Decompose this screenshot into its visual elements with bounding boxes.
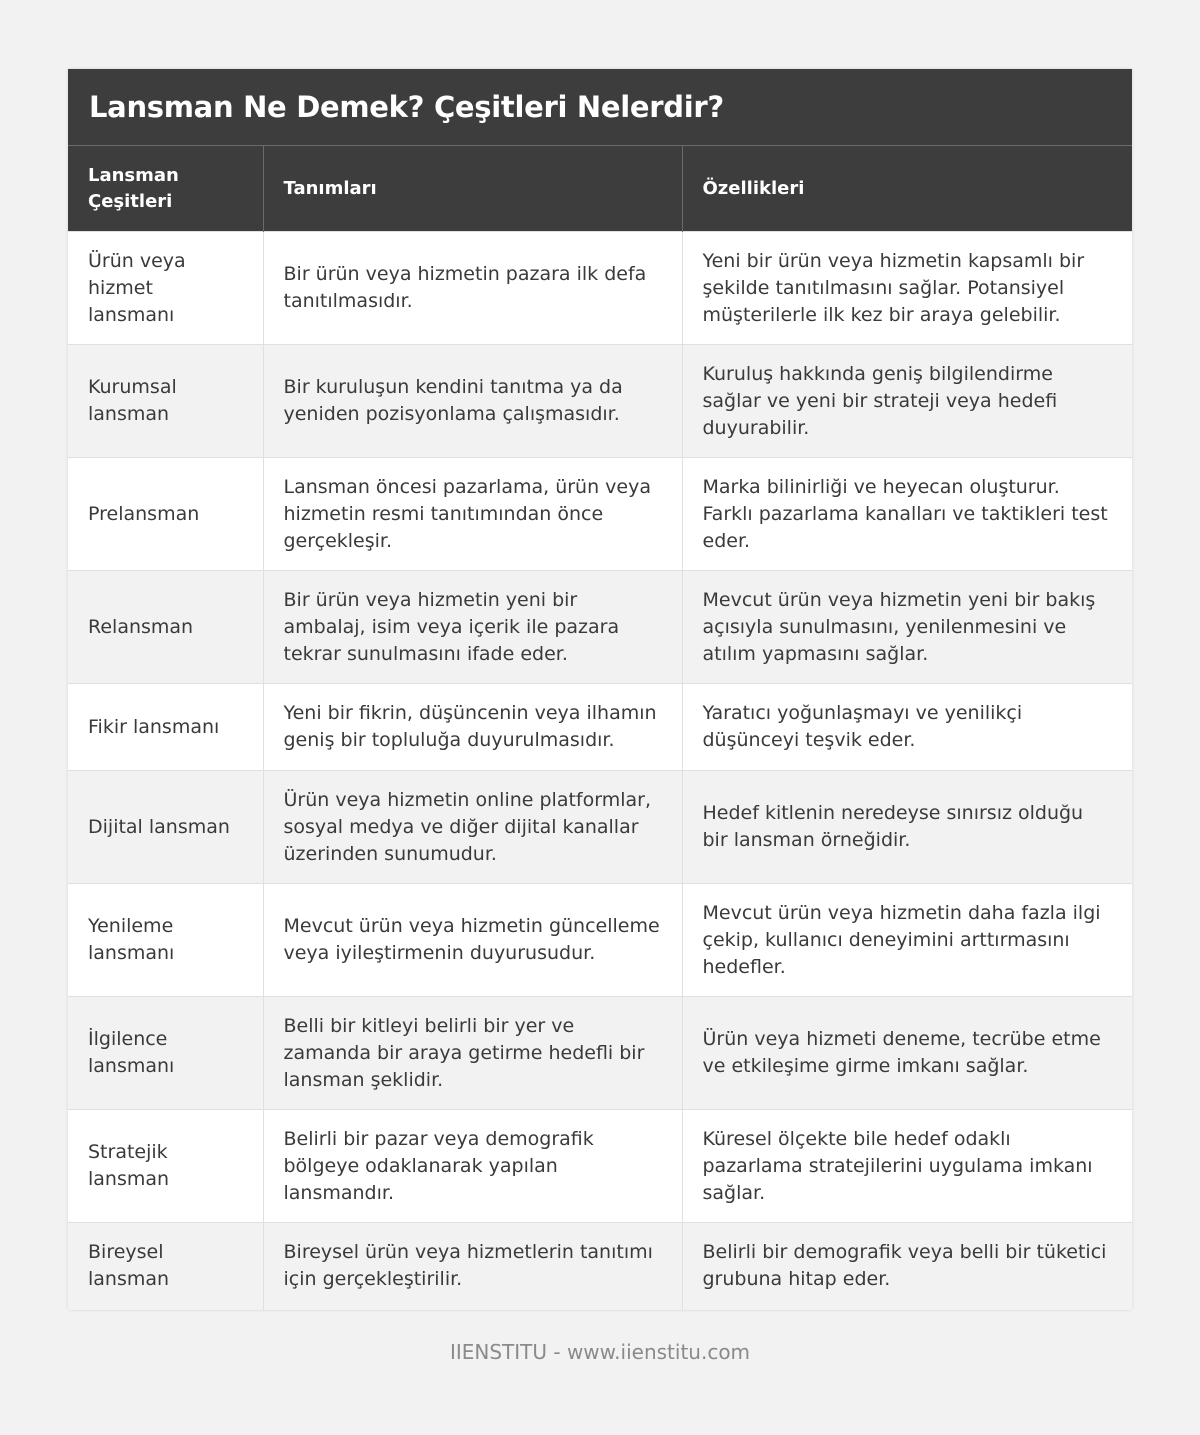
table-row	[68, 345, 1132, 458]
cell-features: Hedef kitlenin neredeyse sınırsız olduğu bir lansman örneğidir.	[682, 771, 1132, 884]
cell-type: Dijital lansman	[68, 771, 263, 884]
header-tanimlari: Tanımları	[263, 146, 682, 232]
table-card	[68, 69, 1132, 1310]
header-lansman-cesitleri: Lansman Çeşitleri	[68, 146, 263, 232]
cell-features: Küresel ölçekte bile hedef odaklı pazarlama stratejilerini uygulama imkanı sağlar.	[682, 1110, 1132, 1223]
cell-definition: Belirli bir pazar veya demografik bölgeye odaklanarak yapılan lansmandır.	[263, 1110, 682, 1223]
table-row	[68, 1110, 1132, 1223]
cell-type: Kurumsal lansman	[68, 345, 263, 458]
table-row	[68, 884, 1132, 997]
cell-type: Stratejik lansman	[68, 1110, 263, 1223]
cell-features: Mevcut ürün veya hizmetin yeni bir bakış açısıyla sunulmasını, yenilenmesini ve atılım yapmasını sağlar.	[682, 571, 1132, 684]
table-row	[68, 1223, 1132, 1310]
footer-credit: IIENSTITU - www.iienstitu.com	[449, 1340, 751, 1364]
table-row	[68, 458, 1132, 571]
cell-features: Ürün veya hizmeti deneme, tecrübe etme ve etkileşime girme imkanı sağlar.	[682, 997, 1132, 1110]
lansman-table	[68, 145, 1132, 1310]
cell-features: Belirli bir demografik veya belli bir tüketici grubuna hitap eder.	[682, 1223, 1132, 1310]
cell-definition: Bir ürün veya hizmetin pazara ilk defa tanıtılmasıdır.	[263, 232, 682, 345]
table-row	[68, 571, 1132, 684]
cell-type: Bireysel lansman	[68, 1223, 263, 1310]
table-row	[68, 684, 1132, 771]
cell-type: Ürün veya hizmet lansmanı	[68, 232, 263, 345]
table-header-row	[68, 146, 1132, 232]
cell-type: Relansman	[68, 571, 263, 684]
cell-definition: Bir ürün veya hizmetin yeni bir ambalaj, isim veya içerik ile pazara tekrar sunulmasını ifade eder.	[263, 571, 682, 684]
cell-features: Marka bilinirliği ve heyecan oluşturur. Farklı pazarlama kanalları ve taktikleri test eder.	[682, 458, 1132, 571]
cell-definition: Belli bir kitleyi belirli bir yer ve zamanda bir araya getirme hedefli bir lansman şeklidir.	[263, 997, 682, 1110]
table-row	[68, 997, 1132, 1110]
cell-type: Fikir lansmanı	[68, 684, 263, 771]
cell-type: İlgilence lansmanı	[68, 997, 263, 1110]
cell-definition: Lansman öncesi pazarlama, ürün veya hizmetin resmi tanıtımından önce gerçekleşir.	[263, 458, 682, 571]
cell-features: Mevcut ürün veya hizmetin daha fazla ilgi çekip, kullanıcı deneyimini arttırmasını hedefler.	[682, 884, 1132, 997]
cell-type: Prelansman	[68, 458, 263, 571]
cell-features: Kuruluş hakkında geniş bilgilendirme sağlar ve yeni bir strateji veya hedefi duyurabilir.	[682, 345, 1132, 458]
cell-features: Yeni bir ürün veya hizmetin kapsamlı bir şekilde tanıtılmasını sağlar. Potansiyel müşterilerle ilk kez bir araya gelebilir.	[682, 232, 1132, 345]
cell-definition: Yeni bir fikrin, düşüncenin veya ilhamın geniş bir topluluğa duyurulmasıdır.	[263, 684, 682, 771]
cell-definition: Ürün veya hizmetin online platformlar, sosyal medya ve diğer dijital kanallar üzerinden sunumudur.	[263, 771, 682, 884]
table-title: Lansman Ne Demek? Çeşitleri Nelerdir?	[68, 69, 1132, 145]
cell-features: Yaratıcı yoğunlaşmayı ve yenilikçi düşünceyi teşvik eder.	[682, 684, 1132, 771]
table-row	[68, 232, 1132, 345]
header-ozellikleri: Özellikleri	[682, 146, 1132, 232]
cell-definition: Mevcut ürün veya hizmetin güncelleme veya iyileştirmenin duyurusudur.	[263, 884, 682, 997]
cell-definition: Bir kuruluşun kendini tanıtma ya da yeniden pozisyonlama çalışmasıdır.	[263, 345, 682, 458]
cell-type: Yenileme lansmanı	[68, 884, 263, 997]
cell-definition: Bireysel ürün veya hizmetlerin tanıtımı için gerçekleştirilir.	[263, 1223, 682, 1310]
table-row	[68, 771, 1132, 884]
